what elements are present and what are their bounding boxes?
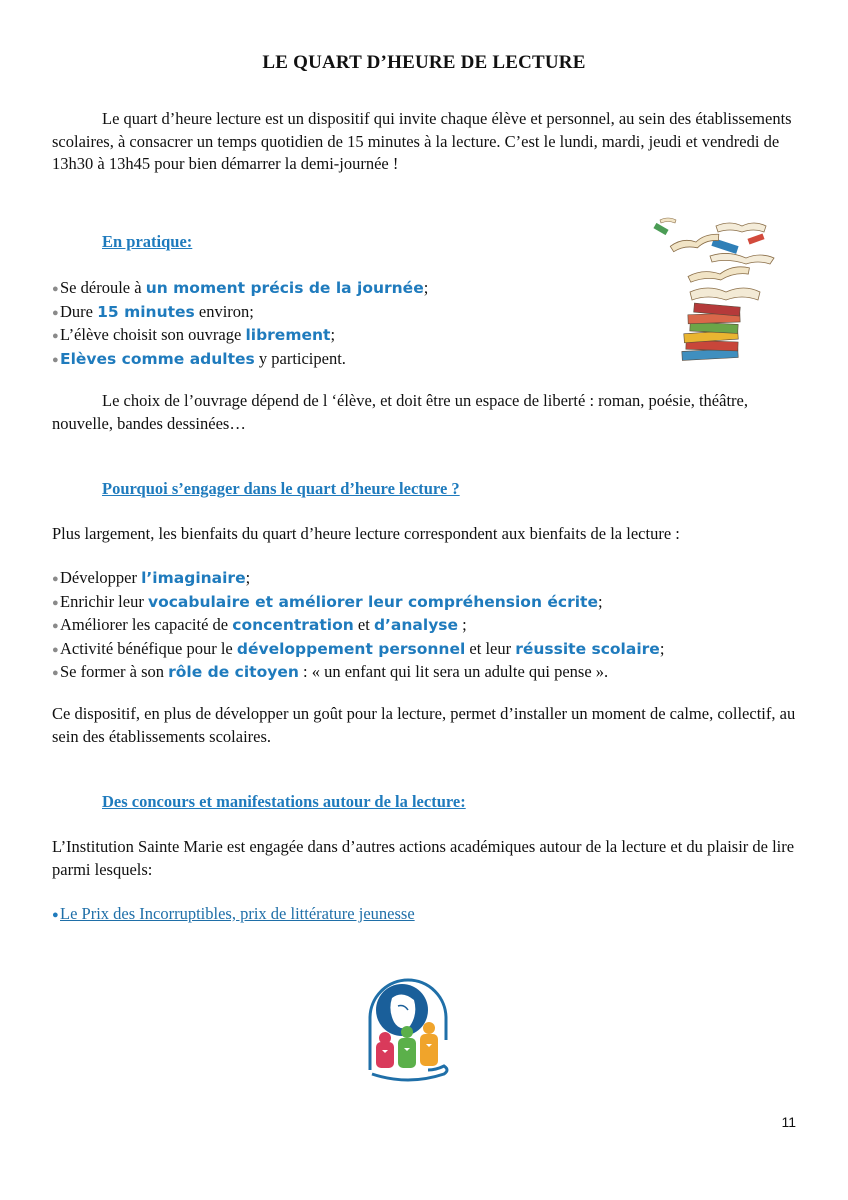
heading-pourquoi: Pourquoi s’engager dans le quart d’heure lecture ? [102,479,460,498]
list-item: ●L’élève choisit son ouvrage librement; [52,324,428,348]
institution-paragraph: L’Institution Sainte Marie est engagée dans d’autres actions académiques autour de la lecture et du plaisir de lire parmi lesquels: [52,837,795,879]
bullet-dot: ● [52,330,59,342]
list-item: ●Dure 15 minutes environ; [52,301,428,325]
school-logo [358,970,458,1095]
flying-books-illustration [650,214,780,364]
list-item [52,903,415,927]
incorruptibles-link[interactable]: Le Prix des Incorruptibles, prix de littérature jeunesse [60,904,415,923]
bullet-dot: ● [52,353,59,366]
list-item: ●Elèves comme adultes y participent. [52,348,428,372]
list-item: ●Se déroule à un moment précis de la journée; [52,277,428,301]
benefits-lead: Plus largement, les bienfaits du quart d’heure lecture correspondent aux bienfaits de la lecture : [52,524,680,543]
bullet-dot: ● [52,667,59,679]
bullet-dot: ● [52,283,59,295]
bullet-dot: ● [52,306,59,319]
list-item: ●Enrichir leur vocabulaire et améliorer leur compréhension écrite; [52,591,664,615]
bullet-dot: ● [52,909,59,921]
list-item: ●Améliorer les capacité de concentration et d’analyse ; [52,614,664,638]
bullet-list-pratique [52,277,428,371]
bullet-dot: ● [52,620,59,632]
bullet-dot: ● [52,573,59,585]
list-item: ●Se former à son rôle de citoyen : « un enfant qui lit sera un adulte qui pense ». [52,661,664,685]
choice-paragraph: Le choix de l’ouvrage dépend de l ‘élève, et doit être un espace de liberté : roman, poésie, théâtre, nouvelle, bandes dessinées… [52,391,748,433]
bullet-list-bienfaits [52,567,664,685]
page-title: LE QUART D’HEURE DE LECTURE [262,52,586,73]
heading-en-pratique: En pratique: [102,232,193,251]
page-number: 11 [781,1114,796,1130]
closing-paragraph: Ce dispositif, en plus de développer un goût pour la lecture, permet d’installer un moment de calme, collectif, au sein des établissements scolaires. [52,704,796,746]
list-item: ●Activité bénéfique pour le développement personnel et leur réussite scolaire; [52,638,664,662]
intro-paragraph: Le quart d’heure lecture est un dispositif qui invite chaque élève et personnel, au sein des établissements scolaires, à consacrer un temps quotidien de 15 minutes à la lecture. C’est le lundi, mardi, jeudi et vendredi de 13h30 à 13h45 pour bien démarrer la demi-journée ! [52,109,792,173]
bullet-dot: ● [52,643,59,656]
bullet-list-concours [52,903,415,927]
heading-concours: Des concours et manifestations autour de la lecture: [102,792,466,811]
list-item: ●Développer l’imaginaire; [52,567,664,591]
bullet-dot: ● [52,596,59,609]
